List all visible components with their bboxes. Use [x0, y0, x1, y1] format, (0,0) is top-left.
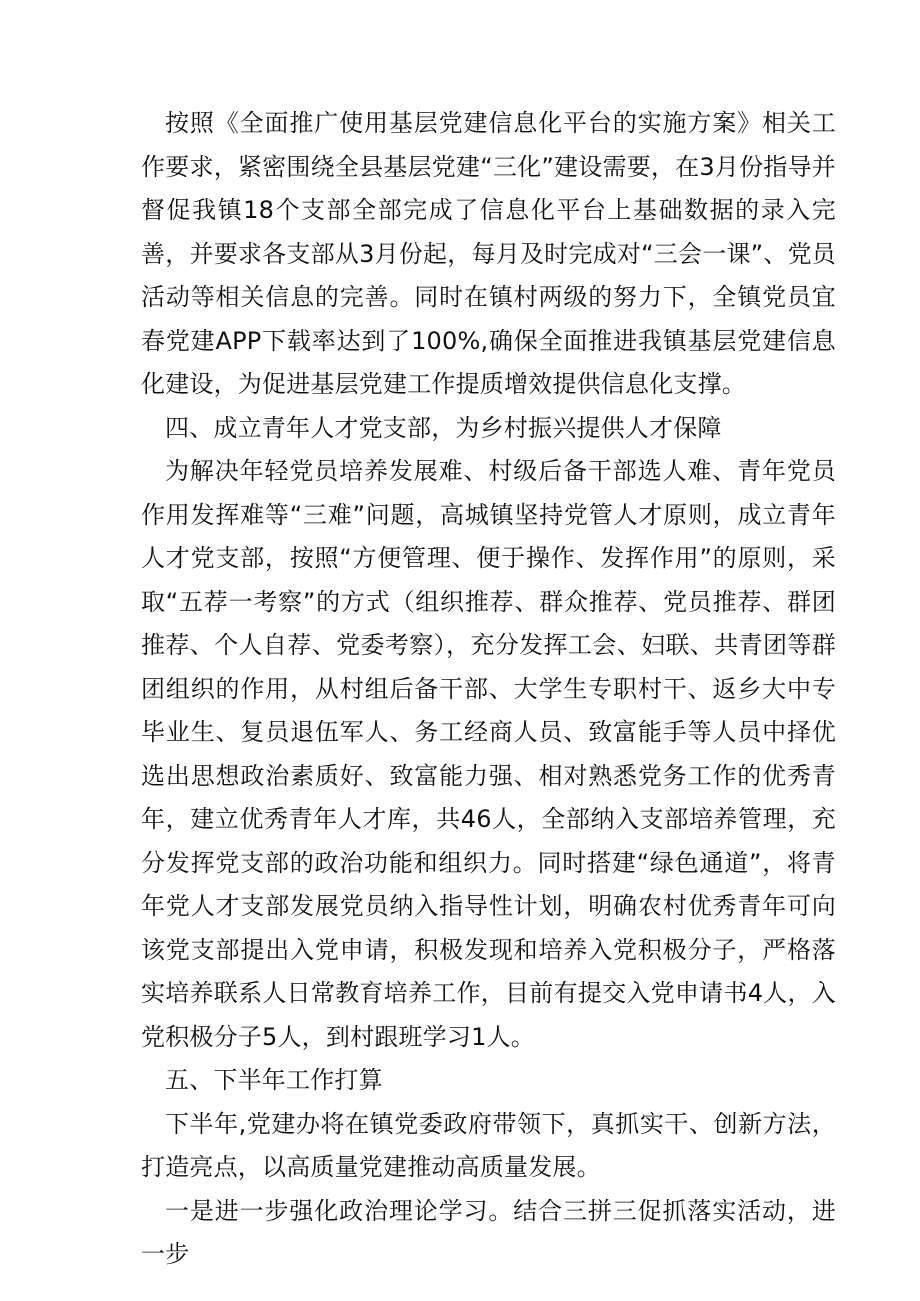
paragraph-platform-informatization: 按照《全面推广使用基层党建信息化平台的实施方案》相关工作要求，紧密围绕全县基层党建“三化”建设需要，在3月份指导并督促我镇18个支部全部完成了信息化平台上基础数据的录入完善，并要求各支部从3月份起，每月及时完成对“三会一课”、党员活动等相关信息的完善。同时在镇村两级的努力下，全镇党员宜春党建APP下载率达到了100%,确保全面推进我镇基层党建信息化建设，为促进基层党建工作提质增效提供信息化支撑。 [141, 109, 836, 398]
document-body [141, 102, 836, 1277]
paragraph-youth-talent-branch: 为解决年轻党员培养发展难、村级后备干部选人难、青年党员作用发挥难等“三难”问题，高城镇坚持党管人才原则，成立青年人才党支部，按照“方便管理、便于操作、发挥作用”的原则，采取“五荐一考察”的方式（组织推荐、群众推荐、党员推荐、群团推荐、个人自荐、党委考察），充分发挥工会、妇联、共青团等群团组织的作用，从村组后备干部、大学生专职村干、返乡大中专毕业生、复员退伍军人、务工经商人员、致富能手等人员中择优选出思想政治素质好、致富能力强、相对熟悉党务工作的优秀青年，建立优秀青年人才库，共46人，全部纳入支部培养管理，充分发挥党支部的政治功能和组织力。同时搭建“绿色通道”，将青年党人才支部发展党员纳入指导性计划，明确农村优秀青年可向该党支部提出入党申请，积极发现和培养入党积极分子，严格落实培养联系人日常教育培养工作，目前有提交入党申请书4人，入党积极分子5人，到村跟班学习1人。 [141, 457, 836, 1051]
section-heading-youth-talent-branch: 四、成立青年人才党支部，为乡村振兴提供人才保障 [165, 413, 722, 442]
section-heading-second-half-plan: 五、下半年工作打算 [165, 1066, 383, 1094]
paragraph-second-half-intro: 下半年,党建办将在镇党委政府带领下，真抓实干、创新方法，打造亮点，以高质量党建推动高质量发展。 [141, 1109, 836, 1181]
paragraph-political-theory-study: 一是进一步强化政治理论学习。结合三拼三促抓落实活动，进一步 [141, 1196, 836, 1268]
